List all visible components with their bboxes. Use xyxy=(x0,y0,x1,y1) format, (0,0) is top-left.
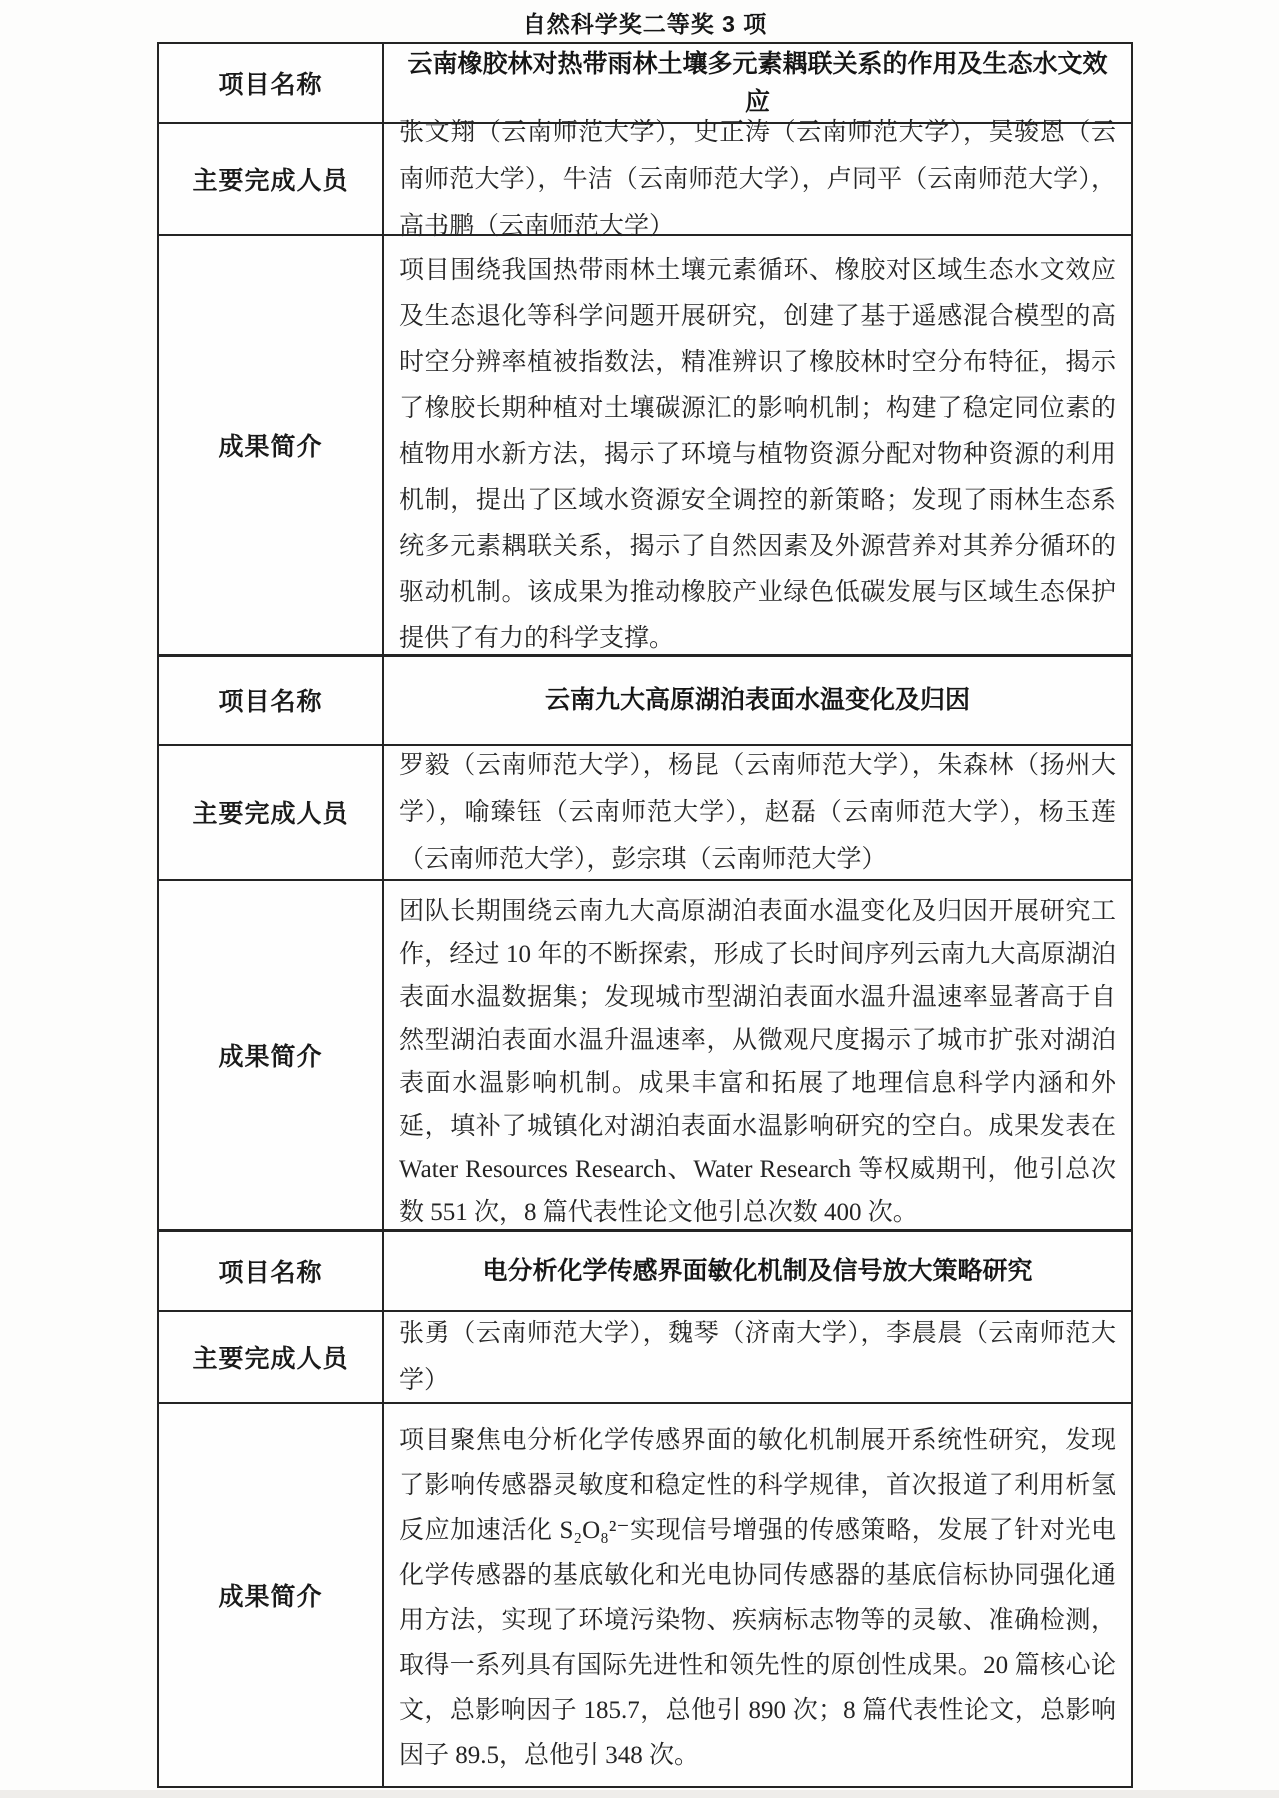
table-row-project1-contributors xyxy=(159,118,1131,240)
row-label-project-name: 项目名称 xyxy=(159,657,384,744)
document-title: 自然科学奖二等奖 3 项 xyxy=(522,11,768,37)
photo-bottom-edge xyxy=(0,1790,1279,1798)
row-label-project-name: 项目名称 xyxy=(159,1232,384,1310)
row-label-contributors: 主要完成人员 xyxy=(159,1312,384,1402)
table-row-project1-summary xyxy=(159,234,1131,654)
project3-summary-value: 项目聚焦电分析化学传感界面的敏化机制展开系统性研究，发现了影响传感器灵敏度和稳定性的科学规律，首次报道了利用析氢反应加速活化 S₂O₈²⁻实现信号增强的传感策略，发展了针对光电化学传感器的基底敏化和光电协同传感器的基底信标协同强化通用方法，实现了环境污染物、疾病标志物等的灵敏、准确检测，取得一系列具有国际先进性和领先性的原创性成果。20 篇核心论文，总影响因子 185.7，总他引 890 次；8 篇代表性论文，总影响因子 89.5，总他引 348 次。 xyxy=(399,1427,1116,1769)
row-label-summary: 成果简介 xyxy=(159,1404,384,1786)
awards-table xyxy=(157,42,1133,1788)
row-label-summary: 成果简介 xyxy=(159,236,384,654)
project1-summary-value: 项目围绕我国热带雨林土壤元素循环、橡胶对区域生态水文效应及生态退化等科学问题开展研究，创建了基于遥感混合模型的高时空分辨率植被指数法，精准辨识了橡胶林时空分布特征，揭示了橡胶长期种植对土壤碳源汇的影响机制；构建了稳定同位素的植物用水新方法，揭示了环境与植物资源分配对物种资源的利用机制，提出了区域水资源安全调控的新策略；发现了雨林生态系统多元素耦联关系，揭示了自然因素及外源营养对其养分循环的驱动机制。该成果为推动橡胶产业绿色低碳发展与区域生态保护提供了有力的科学支撑。 xyxy=(399,257,1116,652)
project2-contributors-value xyxy=(384,746,1131,879)
row-label-summary: 成果简介 xyxy=(159,881,384,1229)
project3-name-value: 电分析化学传感界面敏化机制及信号放大策略研究 xyxy=(482,1256,1033,1285)
project3-contributors-value xyxy=(384,1312,1131,1402)
project1-contributors-value xyxy=(384,118,1131,240)
table-row-project3-contributors xyxy=(159,1310,1131,1402)
project1-name-value: 云南橡胶林对热带雨林土壤多元素耦联关系的作用及生态水文效应 xyxy=(407,50,1108,116)
table-row-project2-contributors xyxy=(159,744,1131,879)
table-row-project3-name xyxy=(159,1229,1131,1310)
table-row-project2-summary xyxy=(159,879,1131,1229)
table-row-project3-summary xyxy=(159,1402,1131,1786)
project3-contributors-text: 张勇（云南师范大学），魏琴（济南大学），李晨晨（云南师范大学） xyxy=(399,1320,1116,1394)
project2-name-value: 云南九大高原湖泊表面水温变化及归因 xyxy=(544,686,970,715)
project2-summary-value: 团队长期围绕云南九大高原湖泊表面水温变化及归因开展研究工作，经过 10 年的不断探索，形成了长时间序列云南九大高原湖泊表面水温数据集；发现城市型湖泊表面水温升温速率显著高于自然型湖泊表面水温升温速率，从微观尺度揭示了城市扩张对湖泊表面水温影响机制。成果丰富和拓展了地理信息科学内涵和外延，填补了城镇化对湖泊表面水温影响研究的空白。成果发表在 Water Resources Research、Water Research 等权威期刊，他引总次数 551 次，8 篇代表性论文他引总次数 400 次。 xyxy=(399,897,1116,1226)
project2-contributors-text: 罗毅（云南师范大学），杨昆（云南师范大学），朱森林（扬州大学），喻臻钰（云南师范大学），赵磊（云南师范大学），杨玉莲（云南师范大学），彭宗琪（云南师范大学） xyxy=(399,751,1116,873)
project1-contributors-text: 张文翔（云南师范大学），史正涛（云南师范大学），吴骏恩（云南师范大学），牛洁（云南师范大学），卢同平（云南师范大学），高书鹏（云南师范大学） xyxy=(399,118,1116,240)
row-label-contributors: 主要完成人员 xyxy=(159,124,384,234)
row-label-project-name: 项目名称 xyxy=(159,44,384,122)
row-label-contributors: 主要完成人员 xyxy=(159,746,384,879)
table-row-project2-name xyxy=(159,654,1131,744)
